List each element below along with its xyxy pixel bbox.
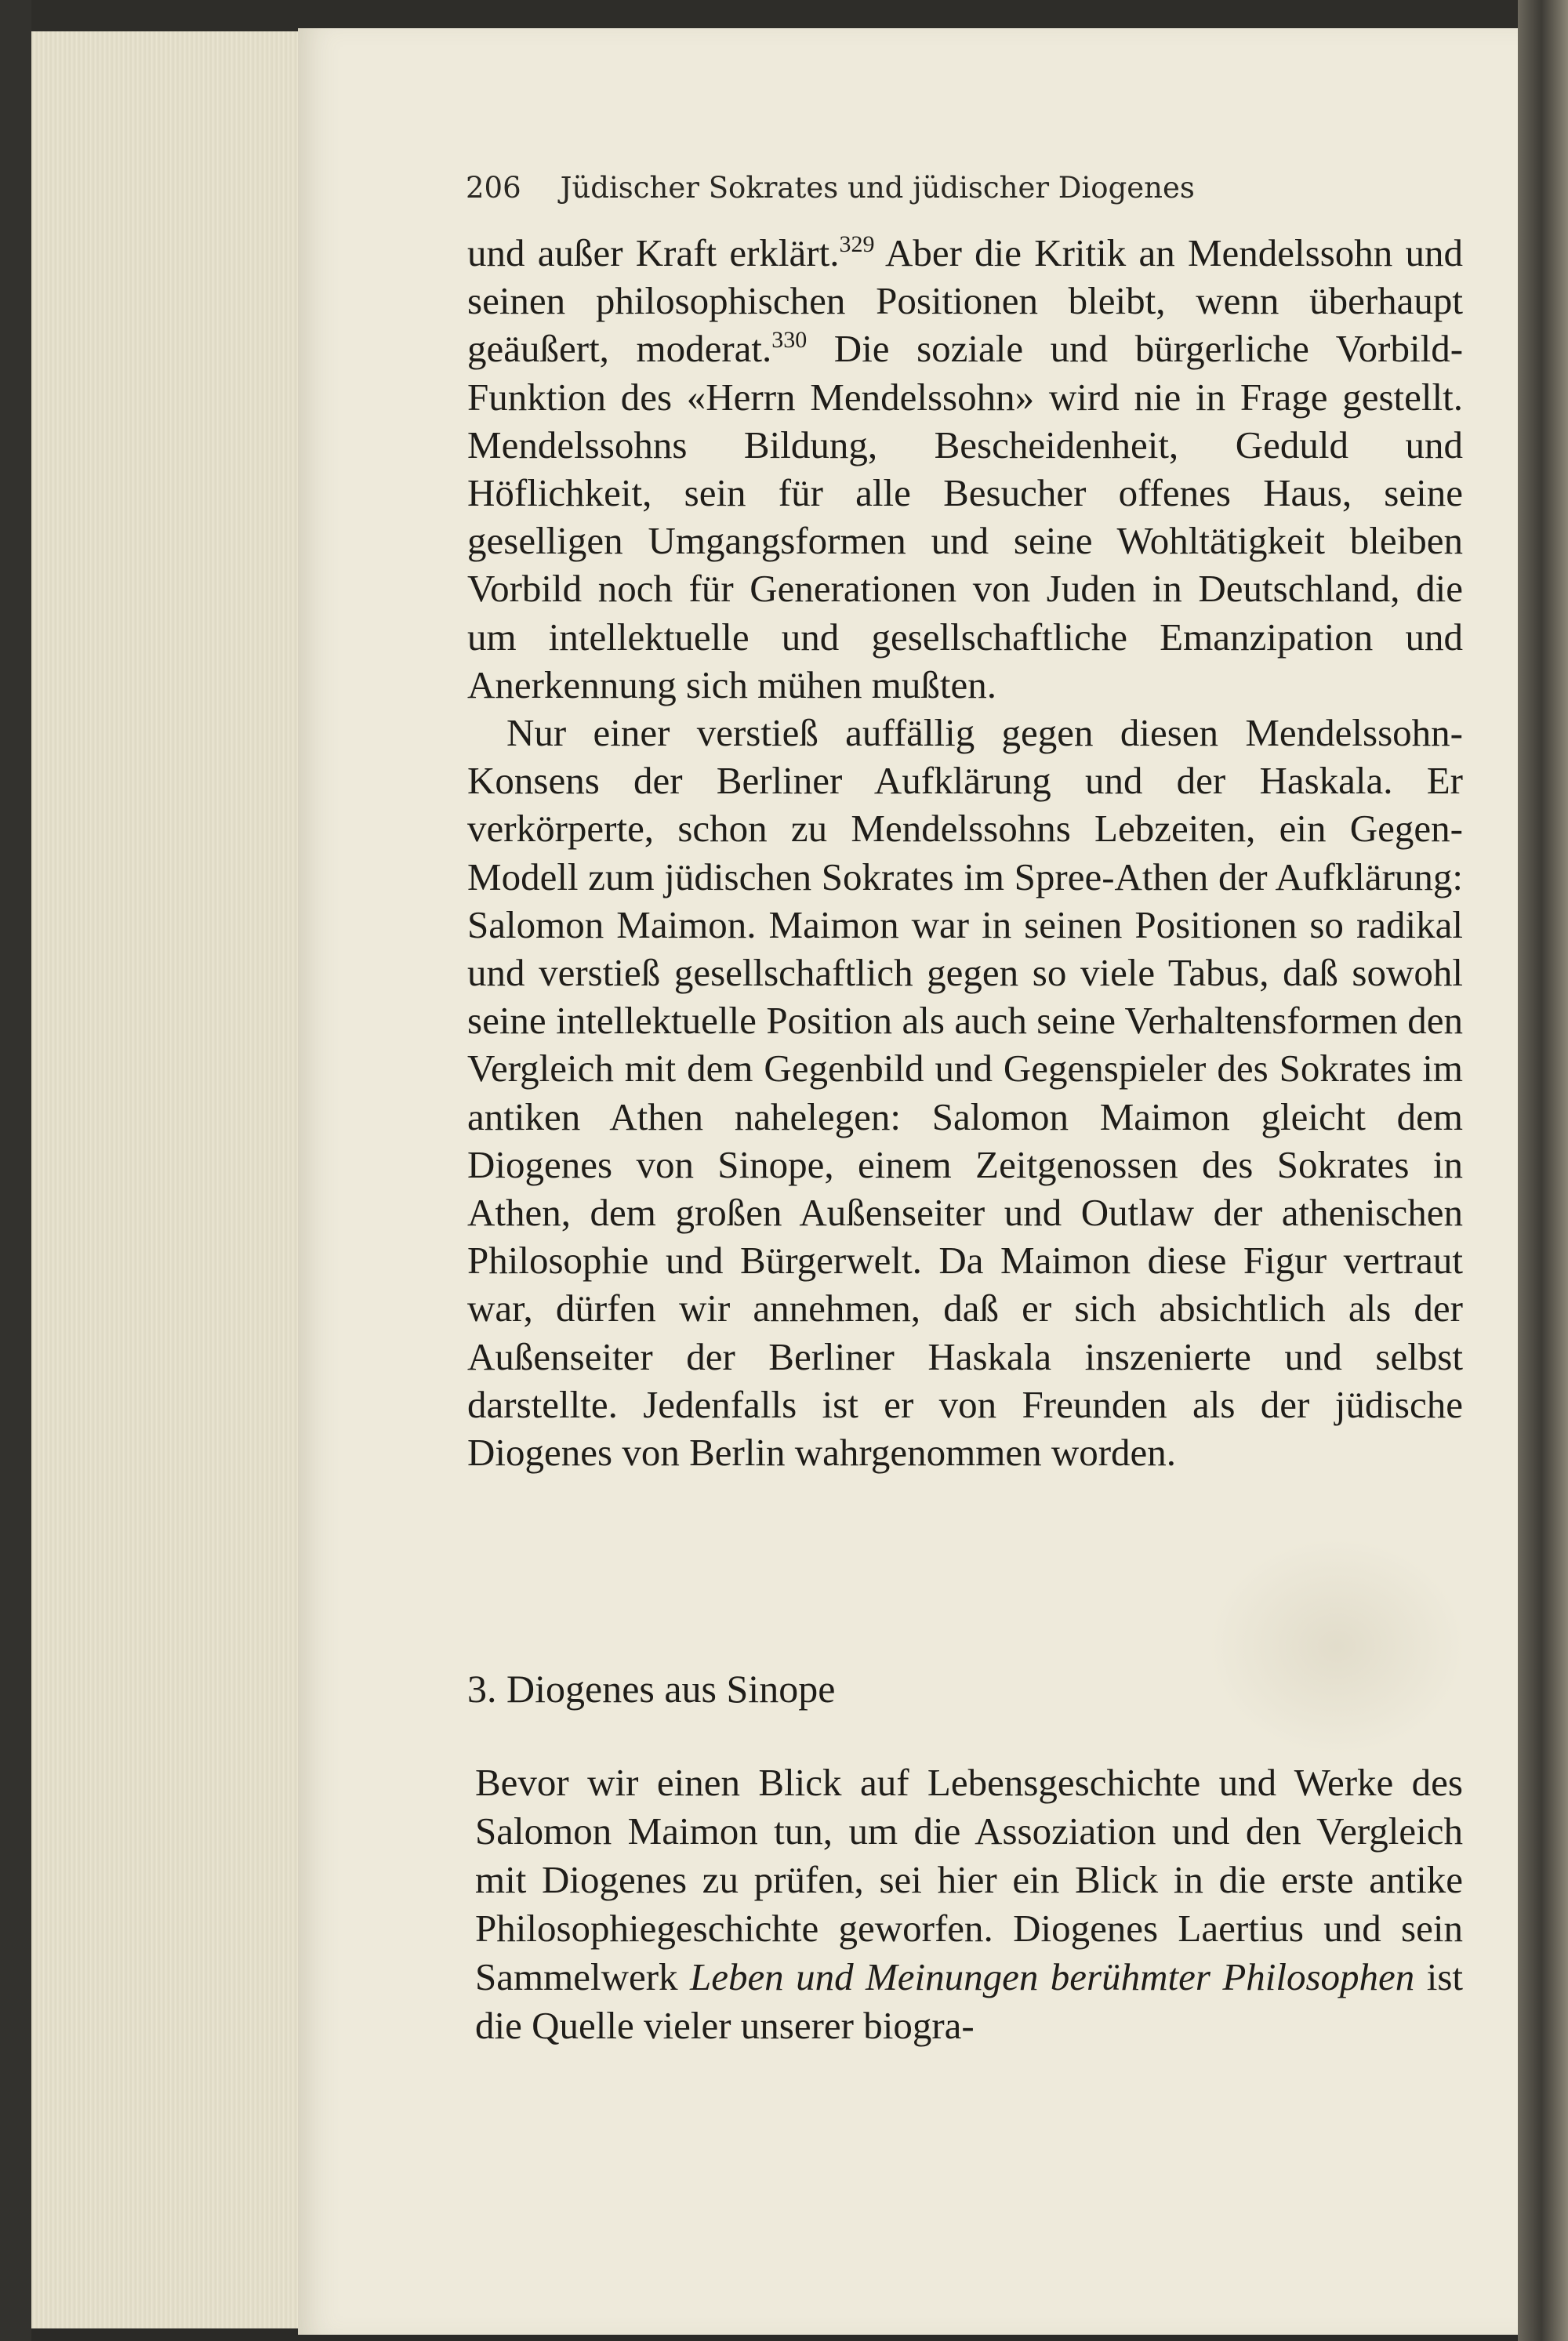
paragraph-2: Nur einer verstieß auffällig gegen diesen Mendelssohn-Konsens der Berliner Aufklärung und der Haskala. Er verkörperte, schon zu Mendelssohns Lebzeiten, ein Gegen-Modell zum jüdischen Sokrates im Spree-Athen der Aufklärung: Salomon Maimon. Maimon war in seinen Positionen so radikal und verstieß gesellschaftlich gegen so viele Tabus, daß sowohl seine intellektuelle Position als auch seine Verhaltensformen den Vergleich mit dem Gegenbild und Gegenspieler des Sokrates im antiken Athen nahelegen: Salomon Maimon gleicht dem Diogenes von Sinope, einem Zeitgenossen des Sokrates in Athen, dem großen Außenseiter und Outlaw der athenischen Philosophie und Bürgerwelt. Da Maimon diese Figur vertraut war, dürfen wir annehmen, daß er sich absichtlich als der Außenseiter der Berliner Haskala inszenierte und selbst darstellte. Jedenfalls ist er von Freunden als der jüdische Diogenes von Berlin wahrgenommen worden. <box>467 711 1463 1475</box>
section-heading: 3. Diogenes aus Sinope <box>467 1667 836 1711</box>
show-through-bleed <box>1207 1537 1466 1756</box>
running-header <box>466 171 1195 205</box>
main-text-block <box>467 229 1463 1476</box>
running-title: Jüdischer Sokrates und jüdischer Diogenes <box>560 171 1195 205</box>
page-number: 206 <box>466 171 521 205</box>
paragraph-3: Bevor wir einen Blick auf Lebensgeschichte und Werke des Salomon Maimon tun, um die Assoziation und den Vergleich mit Diogenes zu prüfen, sei hier ein Blick in die erste antike Philosophiegeschichte geworfen. Diogenes Laertius und sein Sammelwerk Leben und Meinungen berühmter Philosophen ist die Quelle vieler unserer biogra- <box>475 1761 1464 2047</box>
page-stack-edge <box>16 31 314 2328</box>
section-text-block <box>475 1758 1463 2050</box>
book-spine-edge <box>1518 0 1568 2341</box>
scan-left-border <box>0 0 31 2341</box>
scan-top-border <box>0 0 1568 31</box>
book-title-italic: Leben und Meinungen berühmter Philosophen <box>689 1955 1415 1998</box>
footnote-ref-329: 329 <box>839 231 875 257</box>
paragraph-1: und außer Kraft erklärt.$^{329}$ Aber die Kritik an Mendelssohn und seinen philosophischen Positionen bleibt, wenn überhaupt geäußert, moderat.$^{330}$ Die soziale und bürgerliche Vorbild-Funktion des «Herrn Mendelssohn» wird nie in Frage gestellt. Mendelssohns Bildung, Bescheidenheit, Geduld und Höflichkeit, sein für alle Besucher offenes Haus, seine geselligen Umgangsformen und seine Wohltätigkeit bleiben Vorbild noch für Generationen von Juden in Deutschland, die um intellektuelle und gesellschaftliche Emanzipation und Anerkennung sich mühen mußten. <box>467 231 1464 706</box>
footnote-ref-330: 330 <box>771 327 808 354</box>
